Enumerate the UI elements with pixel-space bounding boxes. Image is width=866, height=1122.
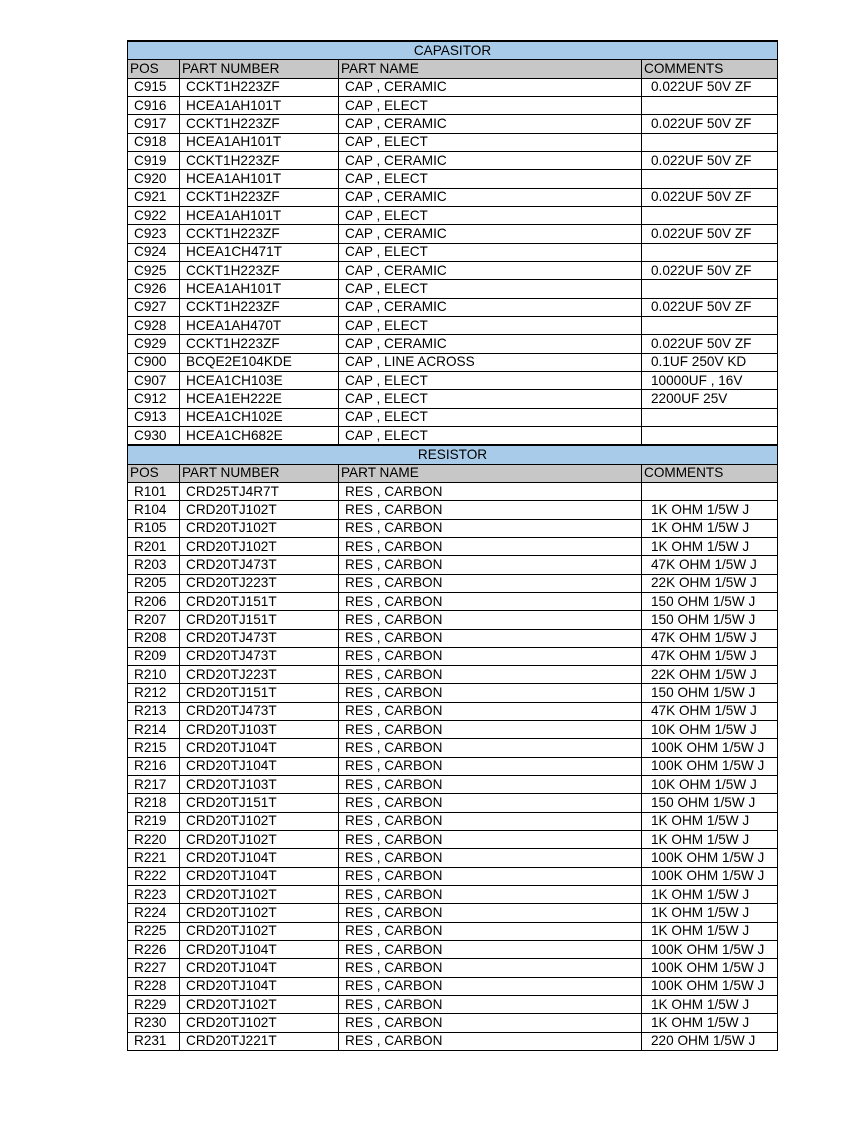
part-number-cell: CRD20TJ102T xyxy=(180,904,339,922)
part-name-cell: RES , CARBON xyxy=(339,684,642,702)
pos-cell: C923 xyxy=(128,225,180,243)
part-number-cell: CRD20TJ104T xyxy=(180,867,339,885)
pos-cell: C929 xyxy=(128,335,180,353)
part-name-cell: CAP , CERAMIC xyxy=(339,115,642,133)
table-row xyxy=(128,225,778,243)
table-row xyxy=(128,684,778,702)
pos-cell: R224 xyxy=(128,904,180,922)
part-name-cell: RES , CARBON xyxy=(339,1032,642,1050)
pos-cell: C922 xyxy=(128,206,180,224)
part-number-cell: CRD20TJ102T xyxy=(180,537,339,555)
part-number-cell: HCEA1AH101T xyxy=(180,96,339,114)
column-header-row xyxy=(128,464,778,482)
comments-cell xyxy=(642,206,778,224)
part-name-cell: CAP , ELECT xyxy=(339,96,642,114)
comments-cell: 1K OHM 1/5W J xyxy=(642,922,778,940)
part-name-cell: CAP , ELECT xyxy=(339,170,642,188)
table-row xyxy=(128,886,778,904)
part-name-cell: RES , CARBON xyxy=(339,941,642,959)
pos-cell: C912 xyxy=(128,390,180,408)
part-number-cell: CCKT1H223ZF xyxy=(180,298,339,316)
pos-cell: R205 xyxy=(128,574,180,592)
table-row xyxy=(128,408,778,426)
comments-cell: 100K OHM 1/5W J xyxy=(642,977,778,995)
part-name-cell: RES , CARBON xyxy=(339,629,642,647)
comments-cell: 2200UF 25V xyxy=(642,390,778,408)
table-row xyxy=(128,188,778,206)
part-name-cell: RES , CARBON xyxy=(339,776,642,794)
comments-cell: 0.022UF 50V ZF xyxy=(642,151,778,169)
pos-cell: R207 xyxy=(128,611,180,629)
part-name-header: PART NAME xyxy=(339,60,642,78)
table-row xyxy=(128,133,778,151)
comments-cell: 150 OHM 1/5W J xyxy=(642,684,778,702)
part-number-cell: CCKT1H223ZF xyxy=(180,225,339,243)
part-number-cell: CRD20TJ223T xyxy=(180,666,339,684)
pos-cell: R228 xyxy=(128,977,180,995)
table-row xyxy=(128,574,778,592)
part-number-cell: CRD20TJ473T xyxy=(180,702,339,720)
pos-cell: C924 xyxy=(128,243,180,261)
part-number-cell: CCKT1H223ZF xyxy=(180,188,339,206)
pos-cell: C919 xyxy=(128,151,180,169)
pos-cell: R221 xyxy=(128,849,180,867)
table-row xyxy=(128,867,778,885)
comments-cell: 220 OHM 1/5W J xyxy=(642,1032,778,1050)
pos-cell: R206 xyxy=(128,592,180,610)
part-name-cell: RES , CARBON xyxy=(339,556,642,574)
part-name-cell: CAP , ELECT xyxy=(339,243,642,261)
part-name-cell: RES , CARBON xyxy=(339,904,642,922)
part-number-cell: HCEA1EH222E xyxy=(180,390,339,408)
comments-cell xyxy=(642,426,778,445)
part-number-header: PART NUMBER xyxy=(180,60,339,78)
comments-cell: 0.022UF 50V ZF xyxy=(642,78,778,96)
part-number-cell: CRD20TJ151T xyxy=(180,684,339,702)
part-name-cell: RES , CARBON xyxy=(339,666,642,684)
pos-cell: C907 xyxy=(128,371,180,389)
pos-cell: R214 xyxy=(128,721,180,739)
part-name-cell: RES , CARBON xyxy=(339,812,642,830)
table-row xyxy=(128,721,778,739)
part-name-cell: RES , CARBON xyxy=(339,611,642,629)
part-name-cell: RES , CARBON xyxy=(339,867,642,885)
part-number-cell: CRD20TJ221T xyxy=(180,1032,339,1050)
part-name-cell: RES , CARBON xyxy=(339,647,642,665)
table-row xyxy=(128,996,778,1014)
part-name-cell: RES , CARBON xyxy=(339,959,642,977)
table-row xyxy=(128,353,778,371)
part-number-cell: CCKT1H223ZF xyxy=(180,261,339,279)
parts-list-table xyxy=(127,40,778,1051)
part-number-cell: CRD20TJ151T xyxy=(180,794,339,812)
part-number-cell: CRD20TJ103T xyxy=(180,776,339,794)
pos-cell: R213 xyxy=(128,702,180,720)
part-name-cell: RES , CARBON xyxy=(339,574,642,592)
pos-cell: C916 xyxy=(128,96,180,114)
part-number-cell: HCEA1AH101T xyxy=(180,206,339,224)
part-number-cell: HCEA1AH101T xyxy=(180,280,339,298)
part-number-cell: CRD20TJ104T xyxy=(180,849,339,867)
part-number-cell: CRD20TJ103T xyxy=(180,721,339,739)
part-name-cell: RES , CARBON xyxy=(339,482,642,500)
part-name-cell: CAP , CERAMIC xyxy=(339,335,642,353)
pos-cell: R209 xyxy=(128,647,180,665)
table-row xyxy=(128,115,778,133)
part-name-cell: RES , CARBON xyxy=(339,519,642,537)
comments-cell: 150 OHM 1/5W J xyxy=(642,592,778,610)
part-name-cell: RES , CARBON xyxy=(339,886,642,904)
table-row xyxy=(128,556,778,574)
table-row xyxy=(128,316,778,334)
pos-cell: R210 xyxy=(128,666,180,684)
pos-cell: R231 xyxy=(128,1032,180,1050)
part-number-cell: CRD20TJ102T xyxy=(180,886,339,904)
pos-cell: C930 xyxy=(128,426,180,445)
comments-cell: 100K OHM 1/5W J xyxy=(642,941,778,959)
comments-cell: 150 OHM 1/5W J xyxy=(642,794,778,812)
part-name-cell: RES , CARBON xyxy=(339,849,642,867)
table-row xyxy=(128,537,778,555)
pos-header: POS xyxy=(128,464,180,482)
table-row xyxy=(128,739,778,757)
part-name-cell: RES , CARBON xyxy=(339,501,642,519)
pos-cell: R104 xyxy=(128,501,180,519)
table-row xyxy=(128,831,778,849)
part-name-cell: RES , CARBON xyxy=(339,739,642,757)
comments-cell xyxy=(642,133,778,151)
pos-cell: R216 xyxy=(128,757,180,775)
pos-cell: R101 xyxy=(128,482,180,500)
part-number-cell: CRD20TJ151T xyxy=(180,611,339,629)
part-name-cell: CAP , ELECT xyxy=(339,426,642,445)
table-row xyxy=(128,390,778,408)
comments-cell: 22K OHM 1/5W J xyxy=(642,666,778,684)
comments-cell: 0.022UF 50V ZF xyxy=(642,335,778,353)
part-name-cell: CAP , CERAMIC xyxy=(339,225,642,243)
part-name-cell: CAP , ELECT xyxy=(339,280,642,298)
comments-cell: 1K OHM 1/5W J xyxy=(642,831,778,849)
part-number-cell: CRD20TJ102T xyxy=(180,501,339,519)
part-name-cell: RES , CARBON xyxy=(339,831,642,849)
part-number-cell: CRD20TJ102T xyxy=(180,812,339,830)
table-row xyxy=(128,592,778,610)
comments-cell: 0.022UF 50V ZF xyxy=(642,225,778,243)
part-name-cell: RES , CARBON xyxy=(339,537,642,555)
part-number-cell: CRD20TJ151T xyxy=(180,592,339,610)
comments-cell: 10K OHM 1/5W J xyxy=(642,776,778,794)
parts-list-body xyxy=(128,41,778,1051)
part-name-cell: CAP , ELECT xyxy=(339,371,642,389)
pos-cell: R208 xyxy=(128,629,180,647)
pos-cell: R222 xyxy=(128,867,180,885)
table-row xyxy=(128,941,778,959)
part-name-cell: RES , CARBON xyxy=(339,757,642,775)
pos-cell: R203 xyxy=(128,556,180,574)
part-name-cell: CAP , CERAMIC xyxy=(339,78,642,96)
part-number-cell: CRD20TJ102T xyxy=(180,1014,339,1032)
table-row xyxy=(128,501,778,519)
part-number-cell: CRD20TJ104T xyxy=(180,977,339,995)
part-number-cell: HCEA1CH682E xyxy=(180,426,339,445)
part-number-cell: CCKT1H223ZF xyxy=(180,151,339,169)
table-row xyxy=(128,335,778,353)
comments-cell: 47K OHM 1/5W J xyxy=(642,556,778,574)
part-name-cell: CAP , CERAMIC xyxy=(339,261,642,279)
pos-cell: R218 xyxy=(128,794,180,812)
comments-cell: 1K OHM 1/5W J xyxy=(642,812,778,830)
comments-header: COMMENTS xyxy=(642,464,778,482)
part-name-cell: CAP , CERAMIC xyxy=(339,188,642,206)
pos-header: POS xyxy=(128,60,180,78)
part-name-cell: CAP , ELECT xyxy=(339,390,642,408)
part-number-cell: CRD20TJ223T xyxy=(180,574,339,592)
part-number-cell: CRD20TJ102T xyxy=(180,519,339,537)
comments-cell: 1K OHM 1/5W J xyxy=(642,537,778,555)
table-row xyxy=(128,629,778,647)
part-name-cell: CAP , ELECT xyxy=(339,408,642,426)
pos-cell: R215 xyxy=(128,739,180,757)
section-title-row xyxy=(128,445,778,464)
table-row xyxy=(128,959,778,977)
part-name-cell: RES , CARBON xyxy=(339,592,642,610)
table-row xyxy=(128,977,778,995)
comments-cell: 1K OHM 1/5W J xyxy=(642,996,778,1014)
pos-cell: R105 xyxy=(128,519,180,537)
pos-cell: R220 xyxy=(128,831,180,849)
table-row xyxy=(128,519,778,537)
comments-cell: 0.022UF 50V ZF xyxy=(642,298,778,316)
table-row xyxy=(128,206,778,224)
part-number-cell: CCKT1H223ZF xyxy=(180,335,339,353)
part-number-cell: CRD20TJ104T xyxy=(180,959,339,977)
part-number-cell: HCEA1AH470T xyxy=(180,316,339,334)
pos-cell: C921 xyxy=(128,188,180,206)
part-name-cell: RES , CARBON xyxy=(339,977,642,995)
table-row xyxy=(128,371,778,389)
table-row xyxy=(128,482,778,500)
pos-cell: C917 xyxy=(128,115,180,133)
comments-cell: 0.1UF 250V KD xyxy=(642,353,778,371)
comments-cell: 47K OHM 1/5W J xyxy=(642,702,778,720)
table-row xyxy=(128,812,778,830)
comments-cell: 100K OHM 1/5W J xyxy=(642,849,778,867)
part-number-cell: CRD20TJ102T xyxy=(180,996,339,1014)
section-title: RESISTOR xyxy=(128,445,778,464)
comments-cell: 0.022UF 50V ZF xyxy=(642,188,778,206)
pos-cell: C915 xyxy=(128,78,180,96)
part-number-cell: CRD20TJ102T xyxy=(180,922,339,940)
part-number-cell: CCKT1H223ZF xyxy=(180,78,339,96)
part-name-cell: CAP , ELECT xyxy=(339,316,642,334)
pos-cell: C928 xyxy=(128,316,180,334)
part-number-cell: CRD25TJ4R7T xyxy=(180,482,339,500)
comments-cell: 150 OHM 1/5W J xyxy=(642,611,778,629)
table-row xyxy=(128,776,778,794)
part-number-cell: HCEA1AH101T xyxy=(180,133,339,151)
comments-cell: 1K OHM 1/5W J xyxy=(642,519,778,537)
pos-cell: C926 xyxy=(128,280,180,298)
part-number-cell: CRD20TJ104T xyxy=(180,757,339,775)
table-row xyxy=(128,170,778,188)
pos-cell: R229 xyxy=(128,996,180,1014)
pos-cell: C927 xyxy=(128,298,180,316)
table-row xyxy=(128,1032,778,1050)
part-name-cell: RES , CARBON xyxy=(339,922,642,940)
part-number-cell: HCEA1AH101T xyxy=(180,170,339,188)
part-number-cell: CRD20TJ104T xyxy=(180,941,339,959)
part-number-cell: HCEA1CH103E xyxy=(180,371,339,389)
section-title-row xyxy=(128,41,778,60)
comments-cell: 47K OHM 1/5W J xyxy=(642,647,778,665)
table-row xyxy=(128,611,778,629)
table-row xyxy=(128,904,778,922)
comments-header: COMMENTS xyxy=(642,60,778,78)
part-name-cell: CAP , CERAMIC xyxy=(339,298,642,316)
column-header-row xyxy=(128,60,778,78)
comments-cell: 47K OHM 1/5W J xyxy=(642,629,778,647)
comments-cell: 100K OHM 1/5W J xyxy=(642,959,778,977)
part-name-cell: RES , CARBON xyxy=(339,996,642,1014)
comments-cell xyxy=(642,482,778,500)
pos-cell: R217 xyxy=(128,776,180,794)
comments-cell: 0.022UF 50V ZF xyxy=(642,261,778,279)
comments-cell xyxy=(642,280,778,298)
part-number-cell: CRD20TJ473T xyxy=(180,647,339,665)
comments-cell xyxy=(642,316,778,334)
comments-cell xyxy=(642,408,778,426)
comments-cell: 22K OHM 1/5W J xyxy=(642,574,778,592)
pos-cell: R212 xyxy=(128,684,180,702)
pos-cell: C900 xyxy=(128,353,180,371)
part-number-cell: BCQE2E104KDE xyxy=(180,353,339,371)
table-row xyxy=(128,849,778,867)
part-name-cell: CAP , ELECT xyxy=(339,206,642,224)
comments-cell xyxy=(642,96,778,114)
table-row xyxy=(128,298,778,316)
part-name-header: PART NAME xyxy=(339,464,642,482)
comments-cell: 100K OHM 1/5W J xyxy=(642,757,778,775)
comments-cell: 100K OHM 1/5W J xyxy=(642,867,778,885)
comments-cell xyxy=(642,243,778,261)
pos-cell: R225 xyxy=(128,922,180,940)
part-name-cell: CAP , CERAMIC xyxy=(339,151,642,169)
part-name-cell: RES , CARBON xyxy=(339,794,642,812)
comments-cell: 0.022UF 50V ZF xyxy=(642,115,778,133)
part-number-cell: CCKT1H223ZF xyxy=(180,115,339,133)
comments-cell: 100K OHM 1/5W J xyxy=(642,739,778,757)
table-row xyxy=(128,261,778,279)
table-row xyxy=(128,1014,778,1032)
table-row xyxy=(128,151,778,169)
pos-cell: R223 xyxy=(128,886,180,904)
table-row xyxy=(128,243,778,261)
table-row xyxy=(128,280,778,298)
pos-cell: R219 xyxy=(128,812,180,830)
pos-cell: R230 xyxy=(128,1014,180,1032)
table-row xyxy=(128,426,778,445)
pos-cell: C920 xyxy=(128,170,180,188)
pos-cell: R226 xyxy=(128,941,180,959)
part-name-cell: CAP , LINE ACROSS xyxy=(339,353,642,371)
pos-cell: C918 xyxy=(128,133,180,151)
part-name-cell: RES , CARBON xyxy=(339,721,642,739)
part-name-cell: RES , CARBON xyxy=(339,702,642,720)
part-number-cell: CRD20TJ473T xyxy=(180,556,339,574)
part-number-cell: CRD20TJ104T xyxy=(180,739,339,757)
comments-cell: 1K OHM 1/5W J xyxy=(642,886,778,904)
table-row xyxy=(128,96,778,114)
part-number-cell: CRD20TJ473T xyxy=(180,629,339,647)
part-number-cell: HCEA1CH102E xyxy=(180,408,339,426)
table-row xyxy=(128,757,778,775)
comments-cell: 1K OHM 1/5W J xyxy=(642,501,778,519)
section-title: CAPASITOR xyxy=(128,41,778,60)
table-row xyxy=(128,922,778,940)
table-row xyxy=(128,702,778,720)
table-row xyxy=(128,794,778,812)
table-row xyxy=(128,666,778,684)
pos-cell: R201 xyxy=(128,537,180,555)
pos-cell: R227 xyxy=(128,959,180,977)
part-number-header: PART NUMBER xyxy=(180,464,339,482)
comments-cell xyxy=(642,170,778,188)
comments-cell: 10K OHM 1/5W J xyxy=(642,721,778,739)
part-name-cell: CAP , ELECT xyxy=(339,133,642,151)
table-row xyxy=(128,78,778,96)
table-row xyxy=(128,647,778,665)
comments-cell: 1K OHM 1/5W J xyxy=(642,904,778,922)
comments-cell: 10000UF , 16V xyxy=(642,371,778,389)
comments-cell: 1K OHM 1/5W J xyxy=(642,1014,778,1032)
part-name-cell: RES , CARBON xyxy=(339,1014,642,1032)
pos-cell: C913 xyxy=(128,408,180,426)
part-number-cell: HCEA1CH471T xyxy=(180,243,339,261)
pos-cell: C925 xyxy=(128,261,180,279)
part-number-cell: CRD20TJ102T xyxy=(180,831,339,849)
